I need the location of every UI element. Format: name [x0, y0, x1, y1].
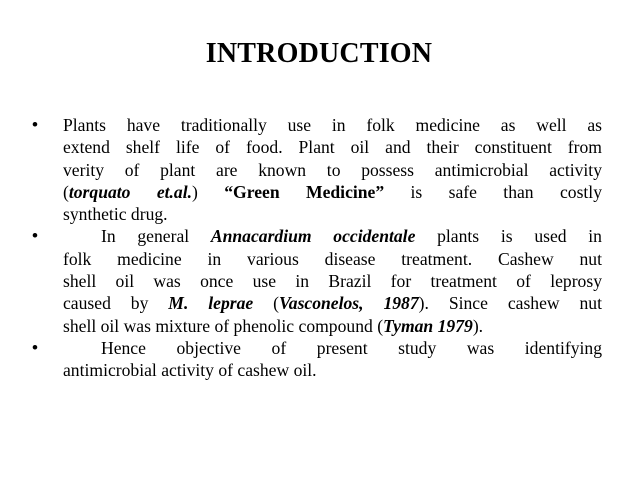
bullet-icon: • [32, 226, 38, 246]
bullet-icon: • [32, 115, 38, 134]
text-run: ). [472, 315, 484, 336]
text-line: synthetic drug. [63, 204, 168, 225]
text-run: ). Since cashew nut [418, 293, 602, 314]
text-line [63, 337, 602, 359]
text-run: ) [192, 181, 225, 202]
bullet-item-2 [32, 225, 602, 336]
text-run: In general [101, 226, 211, 247]
citation-vasconelos: Vasconelos, 1987 [278, 293, 419, 314]
species-name: Annacardium occidentale [210, 226, 416, 247]
text-run: ( [63, 181, 69, 202]
text-line: verity of plant are known to possess antimicrobial activity [63, 159, 602, 180]
bullet-icon: • [32, 337, 38, 357]
text-line: extend shelf life of food. Plant oil and their constituent from [63, 137, 602, 158]
text-line: folk medicine in various disease treatment. Cashew nut [63, 248, 602, 269]
pathogen-name: M. leprae [168, 293, 254, 314]
text-line [63, 315, 602, 337]
text-run: Hence objective of present study was identifying [101, 337, 602, 358]
bullet-item-1 [32, 114, 602, 225]
text-run: plants is used in [415, 226, 602, 247]
text-line [63, 292, 602, 314]
bullet-list [32, 114, 602, 382]
text-run: shell oil was mixture of phenolic compound ( [63, 315, 384, 336]
text-line: shell oil was once use in Brazil for treatment of leprosy [63, 271, 602, 292]
text-line [63, 181, 602, 203]
slide-title: INTRODUCTION [205, 38, 433, 69]
text-run: caused by [63, 293, 169, 314]
text-line: Plants have traditionally use in folk medicine as well as [63, 115, 602, 135]
text-line: antimicrobial activity of cashew oil. [63, 360, 317, 381]
text-run: ( [253, 293, 279, 314]
bullet-item-3 [32, 337, 602, 382]
green-medicine-term: “Green Medicine” [224, 181, 385, 202]
citation-torquato: torquato et.al. [68, 181, 192, 202]
text-run: is safe than costly [384, 181, 602, 202]
text-line [63, 225, 602, 247]
citation-tyman: Tyman 1979 [383, 315, 473, 336]
